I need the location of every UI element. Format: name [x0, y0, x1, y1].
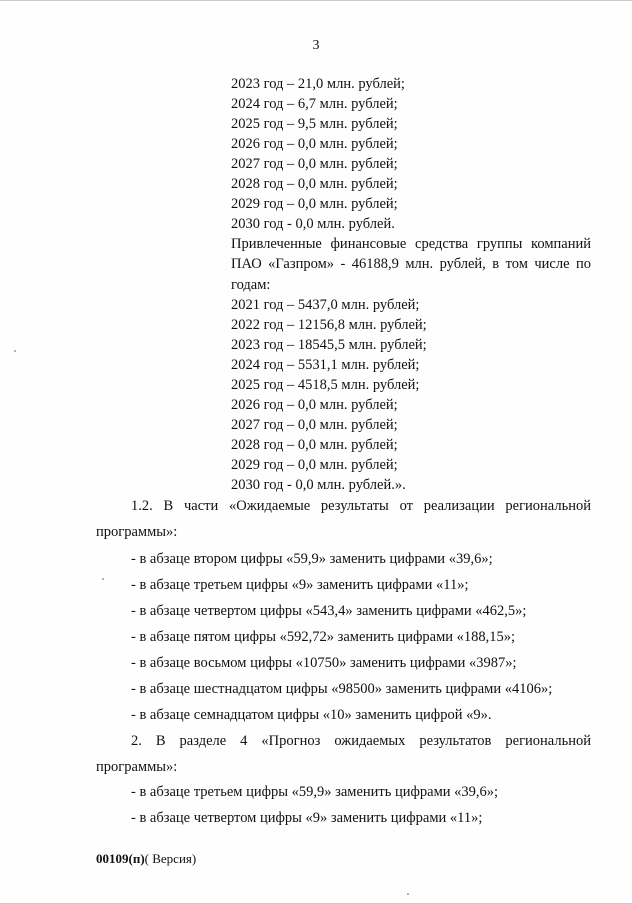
amendment-item: - в абзаце шестнадцатом цифры «98500» заменить цифрами «4106»;	[131, 681, 553, 697]
amendment-item: - в абзаце третьем цифры «9» заменить цифрами «11»;	[131, 577, 469, 593]
budget-line: 2030 год - 0,0 млн. рублей.	[231, 216, 395, 232]
section-2-heading: 2. В разделе 4 «Прогноз ожидаемых результатов региональной программы»:	[96, 733, 591, 775]
gazprom-line: 2021 год – 5437,0 млн. рублей;	[231, 297, 420, 314]
amendment-item: - в абзаце третьем цифры «59,9» заменить цифрами «39,6»;	[131, 784, 499, 800]
document-version: ( Версия)	[144, 851, 197, 866]
funding-by-year-block	[231, 74, 591, 495]
document-footer	[96, 851, 196, 867]
budget-line: 2025 год – 9,5 млн. рублей;	[231, 116, 398, 132]
scan-speck	[14, 350, 16, 352]
budget-line: 2027 год – 0,0 млн. рублей;	[231, 156, 398, 172]
budget-line: 2024 год – 6,7 млн. рублей;	[231, 96, 398, 112]
page-number: 3	[312, 38, 320, 53]
gazprom-line: 2025 год – 4518,5 млн. рублей;	[231, 377, 420, 394]
budget-line: 2029 год – 0,0 млн. рублей;	[231, 196, 398, 212]
gazprom-line: 2027 год – 0,0 млн. рублей;	[231, 417, 398, 434]
gazprom-line: 2022 год – 12156,8 млн. рублей;	[231, 317, 427, 334]
amendment-item: - в абзаце четвертом цифры «9» заменить цифрами «11»;	[131, 810, 483, 826]
scan-speck	[102, 578, 104, 580]
scan-top-edge	[0, 0, 632, 1]
section-1-2-heading: 1.2. В части «Ожидаемые результаты от реализации региональной программы»:	[96, 498, 591, 540]
gazprom-line: 2026 год – 0,0 млн. рублей;	[231, 397, 398, 414]
budget-line: 2028 год – 0,0 млн. рублей;	[231, 176, 398, 192]
budget-line: 2023 год – 21,0 млн. рублей;	[231, 76, 405, 92]
document-code: 00109(п)	[96, 851, 145, 866]
gazprom-funding-paragraph: Привлеченные финансовые средства группы компаний ПАО «Газпром» - 46188,9 млн. рублей, в том числе по годам:	[231, 236, 591, 293]
gazprom-line: 2028 год – 0,0 млн. рублей;	[231, 437, 398, 454]
amendment-item: - в абзаце семнадцатом цифры «10» заменить цифрой «9».	[131, 707, 492, 723]
amendment-item: - в абзаце восьмом цифры «10750» заменить цифрами «3987»;	[131, 655, 517, 671]
gazprom-line: 2029 год – 0,0 млн. рублей;	[231, 457, 398, 474]
amendment-item: - в абзаце втором цифры «59,9» заменить цифрами «39,6»;	[131, 551, 493, 567]
amendment-item: - в абзаце четвертом цифры «543,4» заменить цифрами «462,5»;	[131, 603, 527, 619]
budget-line: 2026 год – 0,0 млн. рублей;	[231, 136, 398, 152]
gazprom-line: 2023 год – 18545,5 млн. рублей;	[231, 337, 427, 354]
gazprom-line: 2030 год - 0,0 млн. рублей.».	[231, 477, 406, 494]
scan-speck	[407, 893, 409, 895]
gazprom-line: 2024 год – 5531,1 млн. рублей;	[231, 357, 420, 374]
amendment-item: - в абзаце пятом цифры «592,72» заменить цифрами «188,15»;	[131, 629, 516, 645]
